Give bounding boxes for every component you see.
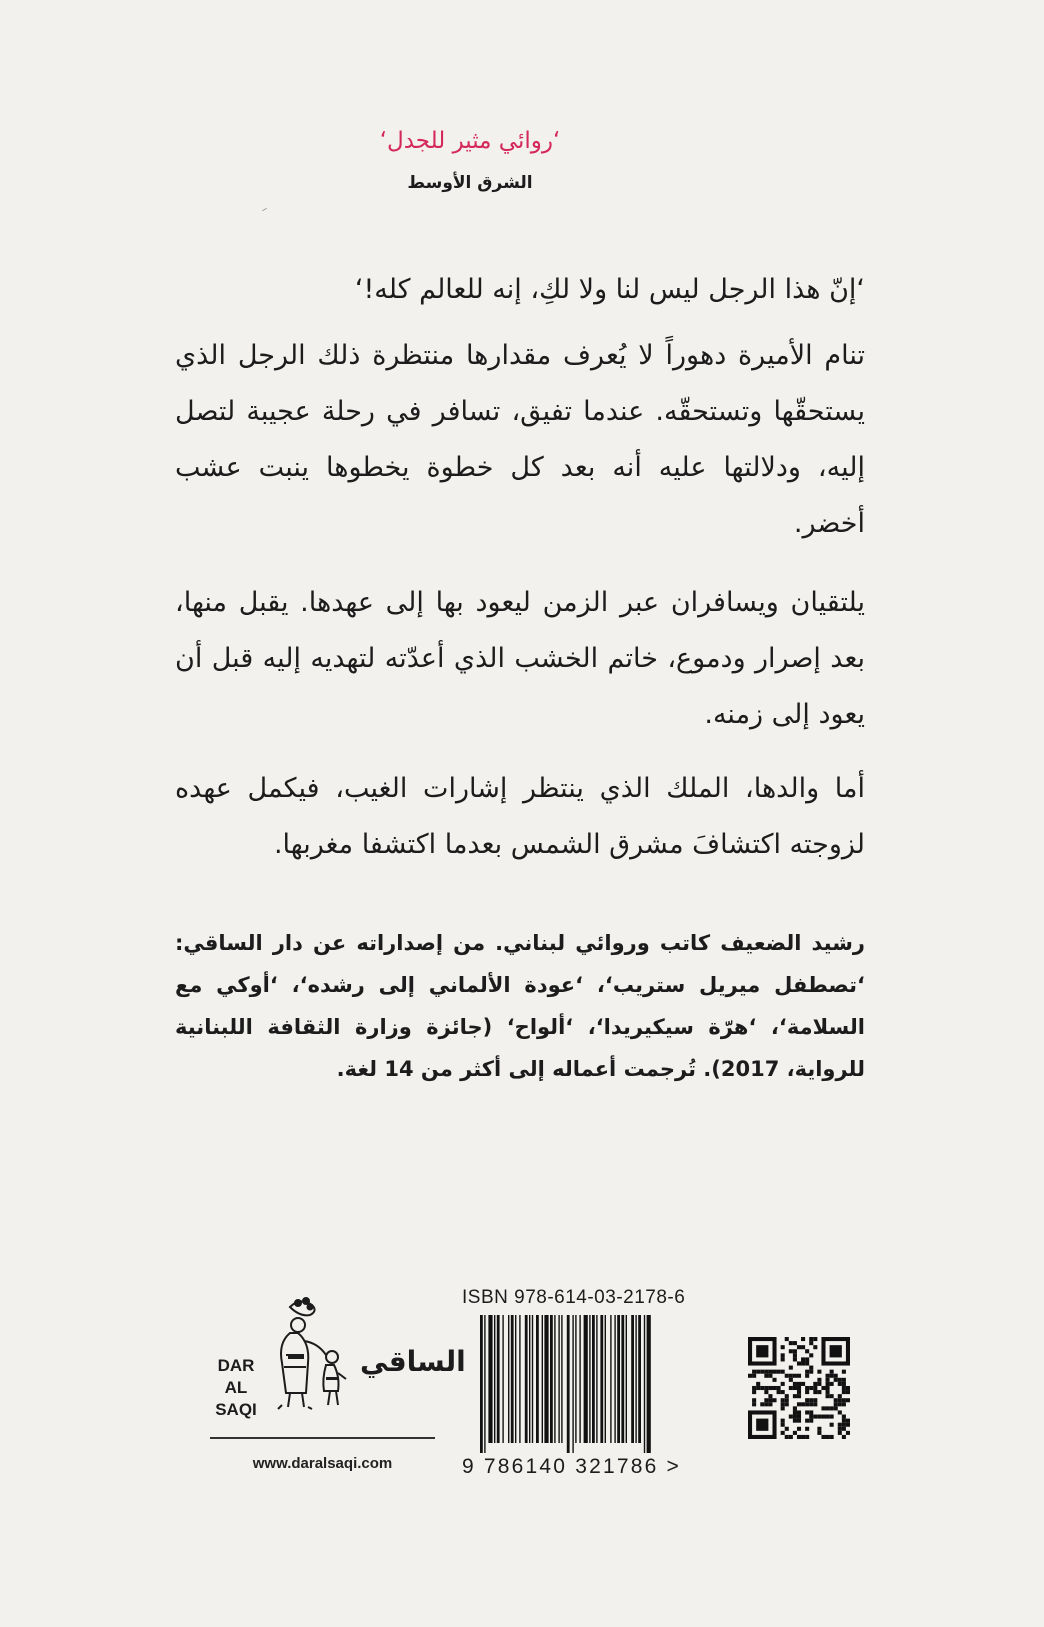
qr-finder xyxy=(756,1419,768,1431)
qr-module xyxy=(752,1386,756,1390)
qr-module xyxy=(842,1390,846,1394)
barcode-bar xyxy=(644,1315,645,1453)
barcode-bar xyxy=(511,1315,514,1443)
qr-module xyxy=(793,1386,797,1390)
barcode-bar xyxy=(561,1315,562,1443)
qr-module xyxy=(801,1357,805,1361)
qr-module xyxy=(826,1435,830,1439)
qr-module xyxy=(817,1370,821,1374)
barcode-icon xyxy=(480,1315,695,1455)
qr-module xyxy=(813,1415,817,1419)
qr-module xyxy=(756,1370,760,1374)
qr-module xyxy=(838,1427,842,1431)
qr-code-icon xyxy=(748,1337,850,1439)
qr-module xyxy=(842,1386,846,1390)
qr-module xyxy=(809,1370,813,1374)
qr-module xyxy=(842,1427,846,1431)
barcode-bar xyxy=(529,1315,530,1443)
qr-module xyxy=(752,1374,756,1378)
qr-module xyxy=(830,1374,834,1378)
qr-module xyxy=(809,1410,813,1414)
qr-module xyxy=(838,1410,842,1414)
blurb-intro: ‘إنّ هذا الرجل ليس لنا ولا لكِ، إنه للعالم كله!‘ xyxy=(354,274,865,305)
qr-module xyxy=(797,1374,801,1378)
qr-module xyxy=(781,1419,785,1423)
qr-module xyxy=(797,1345,801,1349)
barcode-bar xyxy=(589,1315,590,1443)
qr-module xyxy=(817,1390,821,1394)
qr-module xyxy=(813,1402,817,1406)
qr-module xyxy=(789,1341,793,1345)
qr-module xyxy=(781,1402,785,1406)
qr-module xyxy=(838,1431,842,1435)
barcode-bar xyxy=(621,1315,624,1443)
barcode-bar xyxy=(617,1315,620,1443)
qr-module xyxy=(826,1386,830,1390)
qr-module xyxy=(834,1378,838,1382)
qr-module xyxy=(838,1394,842,1398)
publisher-website: www.daralsaqi.com xyxy=(252,1455,393,1472)
qr-module xyxy=(760,1402,764,1406)
publisher-name-latin xyxy=(210,1355,262,1421)
qr-module xyxy=(801,1345,805,1349)
qr-finder xyxy=(756,1345,768,1357)
qr-module xyxy=(793,1382,797,1386)
qr-module xyxy=(797,1382,801,1386)
barcode-bar xyxy=(515,1315,516,1443)
qr-module xyxy=(772,1378,776,1382)
qr-module xyxy=(813,1337,817,1341)
qr-module xyxy=(793,1353,797,1357)
qr-module xyxy=(777,1370,781,1374)
qr-module xyxy=(842,1398,846,1402)
qr-module xyxy=(809,1353,813,1357)
qr-module xyxy=(793,1374,797,1378)
qr-module xyxy=(781,1423,785,1427)
qr-module xyxy=(838,1402,842,1406)
qr-module xyxy=(842,1415,846,1419)
qr-module xyxy=(764,1390,768,1394)
qr-module xyxy=(797,1386,801,1390)
barcode-bar xyxy=(596,1315,597,1443)
qr-module xyxy=(781,1370,785,1374)
qr-module xyxy=(768,1402,772,1406)
barcode-digits: 9 786140 321786 > xyxy=(462,1455,681,1478)
qr-module xyxy=(826,1406,830,1410)
qr-module xyxy=(842,1435,846,1439)
barcode-bar xyxy=(525,1315,528,1443)
qr-module xyxy=(846,1398,850,1402)
qr-module xyxy=(797,1435,801,1439)
qr-module xyxy=(809,1341,813,1345)
qr-module xyxy=(785,1337,789,1341)
qr-module xyxy=(748,1374,752,1378)
qr-module xyxy=(785,1374,789,1378)
barcode-bar xyxy=(497,1315,500,1443)
qr-module xyxy=(781,1345,785,1349)
qr-module xyxy=(797,1361,801,1365)
qr-module xyxy=(768,1394,772,1398)
qr-module xyxy=(752,1390,756,1394)
barcode-bar xyxy=(584,1315,588,1443)
blurb-paragraph-2: يلتقيان ويسافران عبر الزمن ليعود بها إلى عهدها. يقبل منها، بعد إصرار ودموع، خاتم الخشب الذي أعدّته لتهديه إليه قبل أن يعود إلى زمنه. xyxy=(175,587,865,730)
barcode-bar xyxy=(519,1315,520,1443)
barcode-bar xyxy=(508,1315,509,1443)
qr-module xyxy=(813,1390,817,1394)
qr-module xyxy=(805,1357,809,1361)
qr-module xyxy=(805,1419,809,1423)
qr-module xyxy=(826,1415,830,1419)
qr-module xyxy=(838,1423,842,1427)
qr-module xyxy=(805,1435,809,1439)
qr-module xyxy=(777,1390,781,1394)
qr-module xyxy=(842,1382,846,1386)
qr-module xyxy=(821,1415,825,1419)
qr-module xyxy=(846,1386,850,1390)
qr-module xyxy=(793,1357,797,1361)
barcode-bar xyxy=(542,1315,543,1443)
qr-module xyxy=(764,1386,768,1390)
qr-module xyxy=(809,1366,813,1370)
qr-module xyxy=(781,1353,785,1357)
qr-module xyxy=(768,1386,772,1390)
qr-module xyxy=(809,1415,813,1419)
barcode-bar xyxy=(626,1315,627,1443)
qr-module xyxy=(756,1386,760,1390)
qr-module xyxy=(834,1402,838,1406)
qr-module xyxy=(846,1423,850,1427)
qr-module xyxy=(846,1431,850,1435)
qr-module xyxy=(813,1345,817,1349)
qr-module xyxy=(830,1382,834,1386)
qr-module xyxy=(768,1398,772,1402)
print-mark xyxy=(262,208,267,211)
barcode-bar xyxy=(610,1315,611,1443)
publisher-name-arabic: الساقي xyxy=(360,1345,466,1378)
qr-module xyxy=(805,1349,809,1353)
qr-module xyxy=(817,1427,821,1431)
qr-module xyxy=(830,1423,834,1427)
qr-module xyxy=(809,1419,813,1423)
qr-module xyxy=(846,1419,850,1423)
barcode-bar xyxy=(484,1315,485,1453)
qr-module xyxy=(789,1378,793,1382)
barcode-bar xyxy=(494,1315,495,1443)
qr-module xyxy=(821,1406,825,1410)
qr-module xyxy=(805,1370,809,1374)
barcode-bar xyxy=(488,1315,492,1443)
qr-module xyxy=(785,1427,789,1431)
qr-module xyxy=(772,1386,776,1390)
qr-module xyxy=(768,1370,772,1374)
qr-module xyxy=(834,1406,838,1410)
qr-module xyxy=(821,1386,825,1390)
qr-module xyxy=(793,1341,797,1345)
barcode-bar xyxy=(532,1315,533,1443)
qr-module xyxy=(797,1427,801,1431)
barcode-bar xyxy=(572,1315,573,1453)
qr-module xyxy=(817,1378,821,1382)
barcode-bar xyxy=(592,1315,595,1443)
qr-module xyxy=(801,1361,805,1365)
barcode-bar xyxy=(605,1315,606,1443)
qr-module xyxy=(826,1382,830,1386)
qr-module xyxy=(793,1394,797,1398)
qr-module xyxy=(793,1349,797,1353)
qr-module xyxy=(817,1382,821,1386)
qr-module xyxy=(797,1419,801,1423)
barcode-bar xyxy=(631,1315,634,1443)
barcode-bar xyxy=(579,1315,580,1443)
qr-module xyxy=(813,1382,817,1386)
publisher-name-latin-line2: AL SAQI xyxy=(215,1378,257,1419)
barcode-bar xyxy=(550,1315,553,1443)
qr-module xyxy=(826,1374,830,1378)
qr-module xyxy=(817,1415,821,1419)
qr-module xyxy=(826,1394,830,1398)
qr-module xyxy=(772,1398,776,1402)
qr-module xyxy=(809,1337,813,1341)
qr-module xyxy=(781,1431,785,1435)
barcode-bar xyxy=(536,1315,539,1443)
qr-module xyxy=(752,1398,756,1402)
qr-module xyxy=(809,1402,813,1406)
barcode-bar xyxy=(575,1315,576,1443)
publisher-logo xyxy=(210,1295,466,1435)
qr-module xyxy=(805,1361,809,1365)
qr-module xyxy=(830,1394,834,1398)
qr-module xyxy=(752,1370,756,1374)
qr-module xyxy=(764,1370,768,1374)
qr-module xyxy=(797,1390,801,1394)
qr-module xyxy=(842,1419,846,1423)
barcode-bar xyxy=(558,1315,559,1443)
qr-module xyxy=(830,1406,834,1410)
qr-module xyxy=(781,1357,785,1361)
qr-module xyxy=(801,1402,805,1406)
qr-module xyxy=(781,1390,785,1394)
barcode-bar xyxy=(647,1315,651,1453)
qr-module xyxy=(797,1402,801,1406)
barcode-bar xyxy=(544,1315,548,1443)
qr-module xyxy=(793,1415,797,1419)
qr-module xyxy=(764,1398,768,1402)
qr-module xyxy=(805,1386,809,1390)
qr-module xyxy=(793,1410,797,1414)
qr-module xyxy=(842,1378,846,1382)
barcode-bar xyxy=(635,1315,636,1443)
qr-module xyxy=(760,1370,764,1374)
qr-module xyxy=(821,1435,825,1439)
qr-module xyxy=(842,1370,846,1374)
qr-module xyxy=(785,1402,789,1406)
author-bio: رشيد الضعيف كاتب وروائي لبناني. من إصداراته عن دار الساقي: ‘تصطفل ميريل ستريب‘، ‘عودة الألماني إلى رشده‘، ‘أوكي مع السلامة‘، ‘هرّة سيكيريدا‘، ‘ألواح‘ (جائزة وزارة الثقافة اللبنانية للرواية، 2017). تُرجمت أعماله إلى أكثر من 14 لغة. xyxy=(175,931,865,1081)
qr-module xyxy=(797,1394,801,1398)
qr-module xyxy=(781,1406,785,1410)
qr-module xyxy=(797,1410,801,1414)
barcode-bar xyxy=(567,1315,570,1453)
barcode-bar xyxy=(480,1315,483,1453)
blurb-paragraph-3: أما والدها، الملك الذي ينتظر إشارات الغيب، فيكمل عهده لزوجته اكتشافَ مشرق الشمس بعدما اكتشفا مغربها. xyxy=(175,773,865,860)
qr-module xyxy=(830,1415,834,1419)
qr-module xyxy=(785,1435,789,1439)
qr-module xyxy=(813,1398,817,1402)
qr-module xyxy=(797,1415,801,1419)
publisher-name-latin-line1: DAR xyxy=(217,1356,255,1375)
qr-module xyxy=(846,1390,850,1394)
qr-module xyxy=(805,1374,809,1378)
qr-module xyxy=(809,1398,813,1402)
qr-module xyxy=(826,1390,830,1394)
isbn-label: ISBN 978-614-03-2178-6 xyxy=(462,1287,686,1308)
barcode-bar xyxy=(502,1315,503,1443)
qr-module xyxy=(842,1402,846,1406)
qr-module xyxy=(834,1398,838,1402)
qr-module xyxy=(752,1402,756,1406)
qr-module xyxy=(805,1402,809,1406)
barcode-bar xyxy=(600,1315,603,1443)
publisher-logo-figure-icon xyxy=(260,1295,360,1415)
divider xyxy=(210,1437,435,1439)
qr-module xyxy=(809,1386,813,1390)
qr-module xyxy=(785,1394,789,1398)
qr-module xyxy=(805,1427,809,1431)
qr-module xyxy=(793,1406,797,1410)
qr-module xyxy=(842,1423,846,1427)
qr-module xyxy=(789,1374,793,1378)
qr-module xyxy=(764,1402,768,1406)
qr-module xyxy=(805,1398,809,1402)
qr-module xyxy=(805,1390,809,1394)
qr-module xyxy=(789,1349,793,1353)
qr-module xyxy=(789,1435,793,1439)
qr-module xyxy=(768,1374,772,1378)
qr-module xyxy=(785,1398,789,1402)
qr-module xyxy=(830,1435,834,1439)
qr-module xyxy=(826,1378,830,1382)
qr-module xyxy=(772,1370,776,1374)
barcode-bar xyxy=(554,1315,555,1443)
qr-module xyxy=(789,1386,793,1390)
review-quote: ‘روائي مثير للجدل‘ xyxy=(379,128,561,154)
qr-module xyxy=(793,1419,797,1423)
qr-finder xyxy=(830,1345,842,1357)
qr-module xyxy=(805,1410,809,1414)
barcode-bar xyxy=(638,1315,641,1443)
qr-module xyxy=(838,1382,842,1386)
qr-module xyxy=(838,1378,842,1382)
qr-module xyxy=(801,1435,805,1439)
qr-module xyxy=(764,1374,768,1378)
barcode-bar xyxy=(614,1315,615,1443)
qr-module xyxy=(760,1386,764,1390)
qr-module xyxy=(838,1398,842,1402)
qr-module xyxy=(789,1415,793,1419)
qr-module xyxy=(834,1374,838,1378)
blurb-paragraph-1: تنام الأميرة دهوراً لا يُعرف مقدارها منتظرة ذلك الرجل الذي يستحقّها وتستحقّه. عندما تفيق، تسافر في رحلة عجيبة لتصل إليه، ودلالتها عليه أنه بعد كل خطوة يخطوها ينبت عشب أخضر. xyxy=(175,340,865,539)
review-source: الشرق الأوسط xyxy=(407,173,533,193)
qr-module xyxy=(801,1382,805,1386)
qr-module xyxy=(817,1431,821,1435)
qr-module xyxy=(781,1382,785,1386)
qr-module xyxy=(781,1398,785,1402)
qr-module xyxy=(789,1366,793,1370)
qr-module xyxy=(793,1431,797,1435)
qr-module xyxy=(830,1370,834,1374)
qr-module xyxy=(813,1386,817,1390)
qr-module xyxy=(777,1386,781,1390)
qr-module xyxy=(801,1337,805,1341)
qr-module xyxy=(756,1382,760,1386)
